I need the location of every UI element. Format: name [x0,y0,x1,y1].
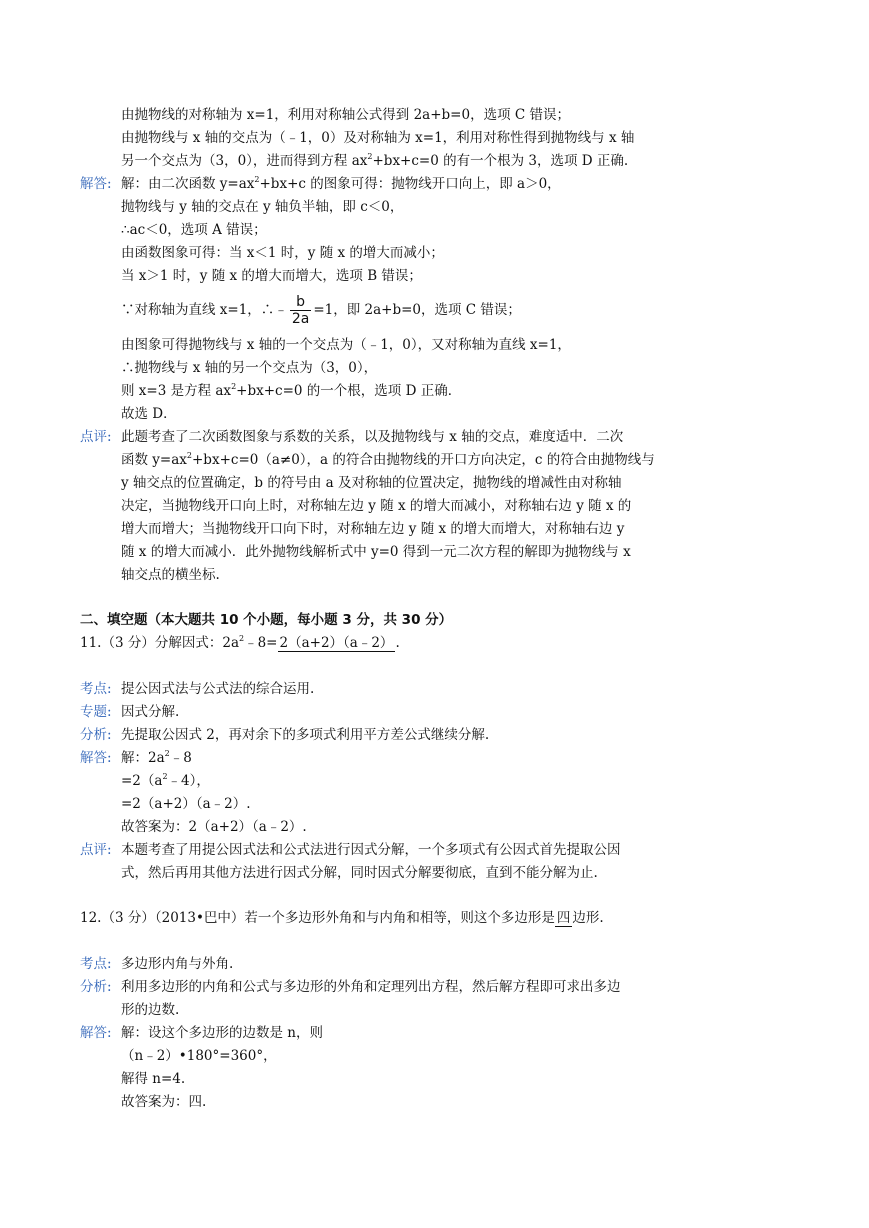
text-line: 形的边数. [121,1002,180,1018]
text-line: 抛物线与 y 轴的交点在 y 轴负半轴，即 c＜0， [121,199,404,215]
text-line: 故答案为：四. [121,1094,207,1110]
answer-label: 解答: [80,176,112,192]
comment-label: 点评: [80,429,112,445]
text-line: 增大而增大；当抛物线开口向下时，对称轴左边 y 随 x 的增大而增大，对称轴右边 y [121,521,625,537]
text-line: 决定，当抛物线开口向上时，对称轴左边 y 随 x 的增大而减小，对称轴右边 y 随 x 的 [121,498,632,514]
text-line: 此题考查了二次函数图象与系数的关系，以及抛物线与 x 轴的交点，难度适中．二次 [121,429,624,445]
answer-label: 解答: [80,750,112,766]
text-line: 提公因式法与公式法的综合运用. [121,681,315,697]
text-line: ∴抛物线与 x 轴的另一个交点为（3，0）， [121,360,378,376]
text-line: 由图象可得抛物线与 x 轴的一个交点为（﹣1，0），又对称轴为直线 x=1， [121,337,571,353]
text-line: 式，然后再用其他方法进行因式分解，同时因式分解要彻底，直到不能分解为止. [121,865,598,881]
text-line: 先提取公因式 2，再对余下的多项式利用平方差公式继续分解. [121,727,490,743]
text-line: 当 x＞1 时，y 随 x 的增大而增大，选项 B 错误； [121,268,422,284]
question-stem: 11.（3 分）分解因式：$2a^2﹣8=2(a+2)(a﹣2)$. [80,634,400,651]
text-line: 解：设这个多边形的边数是 n，则 [121,1025,323,1041]
text-line: y 轴交点的位置确定，b 的符号由 a 及对称轴的位置决定，抛物线的增减性由对称轴 [121,475,622,491]
analysis-label: 分析: [80,979,112,995]
fraction-b-over-2a: $\frac{b}{2a}$ [291,294,310,327]
text-line: 另一个交点为（3，0），进而得到方程 $ax^2+bx+c=0$ 的有一个根为 3，选项 D 正确. [121,152,629,169]
text-line: 函数 $y=ax^2+bx+c=0(a\ne 0)$，a 的符合由抛物线的开口方向决定，c 的符合由抛物线与 [121,451,655,468]
text-line: 因式分解. [121,704,180,720]
text-line: ∴ac＜0，选项 A 错误； [121,222,267,238]
text-line: 轴交点的横坐标. [121,567,220,583]
text-line: 利用多边形的内角和公式与多边形的外角和定理列出方程，然后解方程即可求出多边 [121,979,621,995]
answer-label: 解答: [80,1025,112,1041]
text-line: ∵对称轴为直线 x=1，∴﹣ $\frac{b}{2a}$ =1，即 2a+b=0，选项 C 错误； [121,294,521,327]
text-line: $=2(a^2﹣4)$， [121,772,210,789]
text-line: 本题考查了用提公因式法和公式法进行因式分解，一个多项式有公因式首先提取公因 [121,842,621,858]
text-line: 解：$2a^2﹣8$ [121,749,192,766]
text-line: 解得 n=4. [121,1071,186,1087]
text-line: （n﹣2）•180°=360°， [121,1048,277,1064]
text-line: 故选 D． [121,406,177,422]
text-line: =2（a+2）（a﹣2）. [121,796,251,812]
subject-label: 专题: [80,704,112,720]
text-line: 随 x 的增大而减小．此外抛物线解析式中 y=0 得到一元二次方程的解即为抛物线与 x [121,544,631,560]
question-stem: 12.（3 分）（2013•巴中）若一个多边形外角和与内角和相等，则这个多边形是四边形. [80,910,604,926]
text-line: 由抛物线的对称轴为 x=1，利用对称轴公式得到 2a+b=0，选项 C 错误； [121,107,570,123]
text-line: 由函数图象可得：当 x＜1 时，y 随 x 的增大而减小； [121,245,444,261]
answer-blank: 四 [556,910,571,926]
analysis-label: 分析: [80,727,112,743]
topic-label: 考点: [80,956,112,972]
text-line: 故答案为：2（a+2）（a﹣2）. [121,819,307,835]
text-line: 解：由二次函数 $y=ax^2+bx+c$ 的图象可得：抛物线开口向上，即 a＞0， [121,175,561,192]
text-line: 则 x=3 是方程 $ax^2+bx+c=0$ 的一个根，选项 D 正确． [121,382,462,399]
comment-label: 点评: [80,842,112,858]
section-heading: 二、填空题（本大题共 10 个小题，每小题 3 分，共 30 分） [80,612,453,628]
text-line: 由抛物线与 x 轴的交点为（﹣1，0）及对称轴为 x=1，利用对称性得到抛物线与 x 轴 [121,130,635,146]
topic-label: 考点: [80,681,112,697]
text-line: 多边形内角与外角. [121,956,234,972]
answer-blank: 2（a+2）（a﹣2） [279,635,394,651]
